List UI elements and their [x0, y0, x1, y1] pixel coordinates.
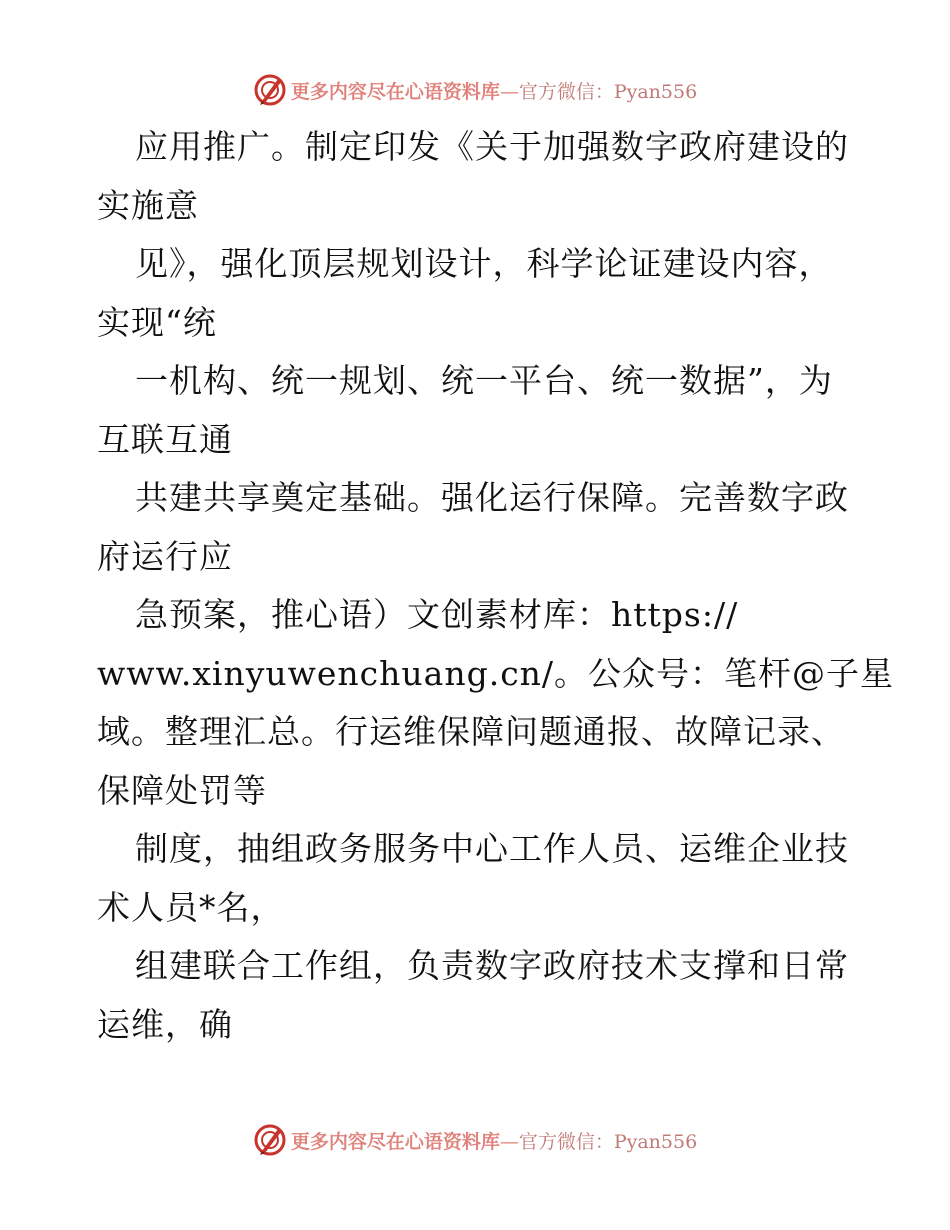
body-line: 保障处罚等 [97, 770, 267, 810]
body-line: 实施意 [97, 185, 199, 225]
body-line: 共建共享奠定基础。强化运行保障。完善数字政 [135, 478, 849, 517]
body-line: 域。整理汇总。行运维保障问题通报、故障记录、 [97, 712, 845, 751]
body-line: 互联互通 [97, 419, 233, 459]
body-line: 制度，抽组政务服务中心工作人员、运维企业技 [135, 829, 849, 868]
banner-title: 更多内容尽在心语资料库 [290, 1130, 500, 1153]
banner-contact: 官方微信：Pyan556 [518, 1130, 698, 1153]
body-line: 应用推广。制定印发《关于加强数字政府建设的 [135, 127, 849, 166]
body-line: 术人员*名， [97, 887, 285, 927]
body-line: 运维，确 [97, 1004, 233, 1044]
body-line: 实现“统 [97, 302, 217, 342]
body-line: 组建联合工作组，负责数字政府技术支撑和日常 [135, 946, 849, 985]
pen-logo-icon [253, 1123, 287, 1157]
body-line: 见》，强化顶层规划设计，科学论证建设内容， [135, 244, 833, 283]
body-line: 一机构、统一规划、统一平台、统一数据”，为 [135, 361, 833, 400]
banner-dash: — [499, 80, 519, 103]
header-banner [0, 70, 950, 110]
banner-title: 更多内容尽在心语资料库 [290, 80, 500, 103]
banner-dash: — [499, 1130, 519, 1153]
footer-banner [0, 1120, 950, 1160]
pen-logo-icon [253, 73, 287, 107]
body-line: 府运行应 [97, 536, 233, 576]
body-line: 急预案，推心语）文创素材库：https:// [135, 595, 739, 634]
document-body [97, 118, 895, 1054]
banner-contact: 官方微信：Pyan556 [518, 80, 698, 103]
body-line: www.xinyuwenchuang.cn/。公众号：笔杆@子星 [97, 653, 895, 693]
